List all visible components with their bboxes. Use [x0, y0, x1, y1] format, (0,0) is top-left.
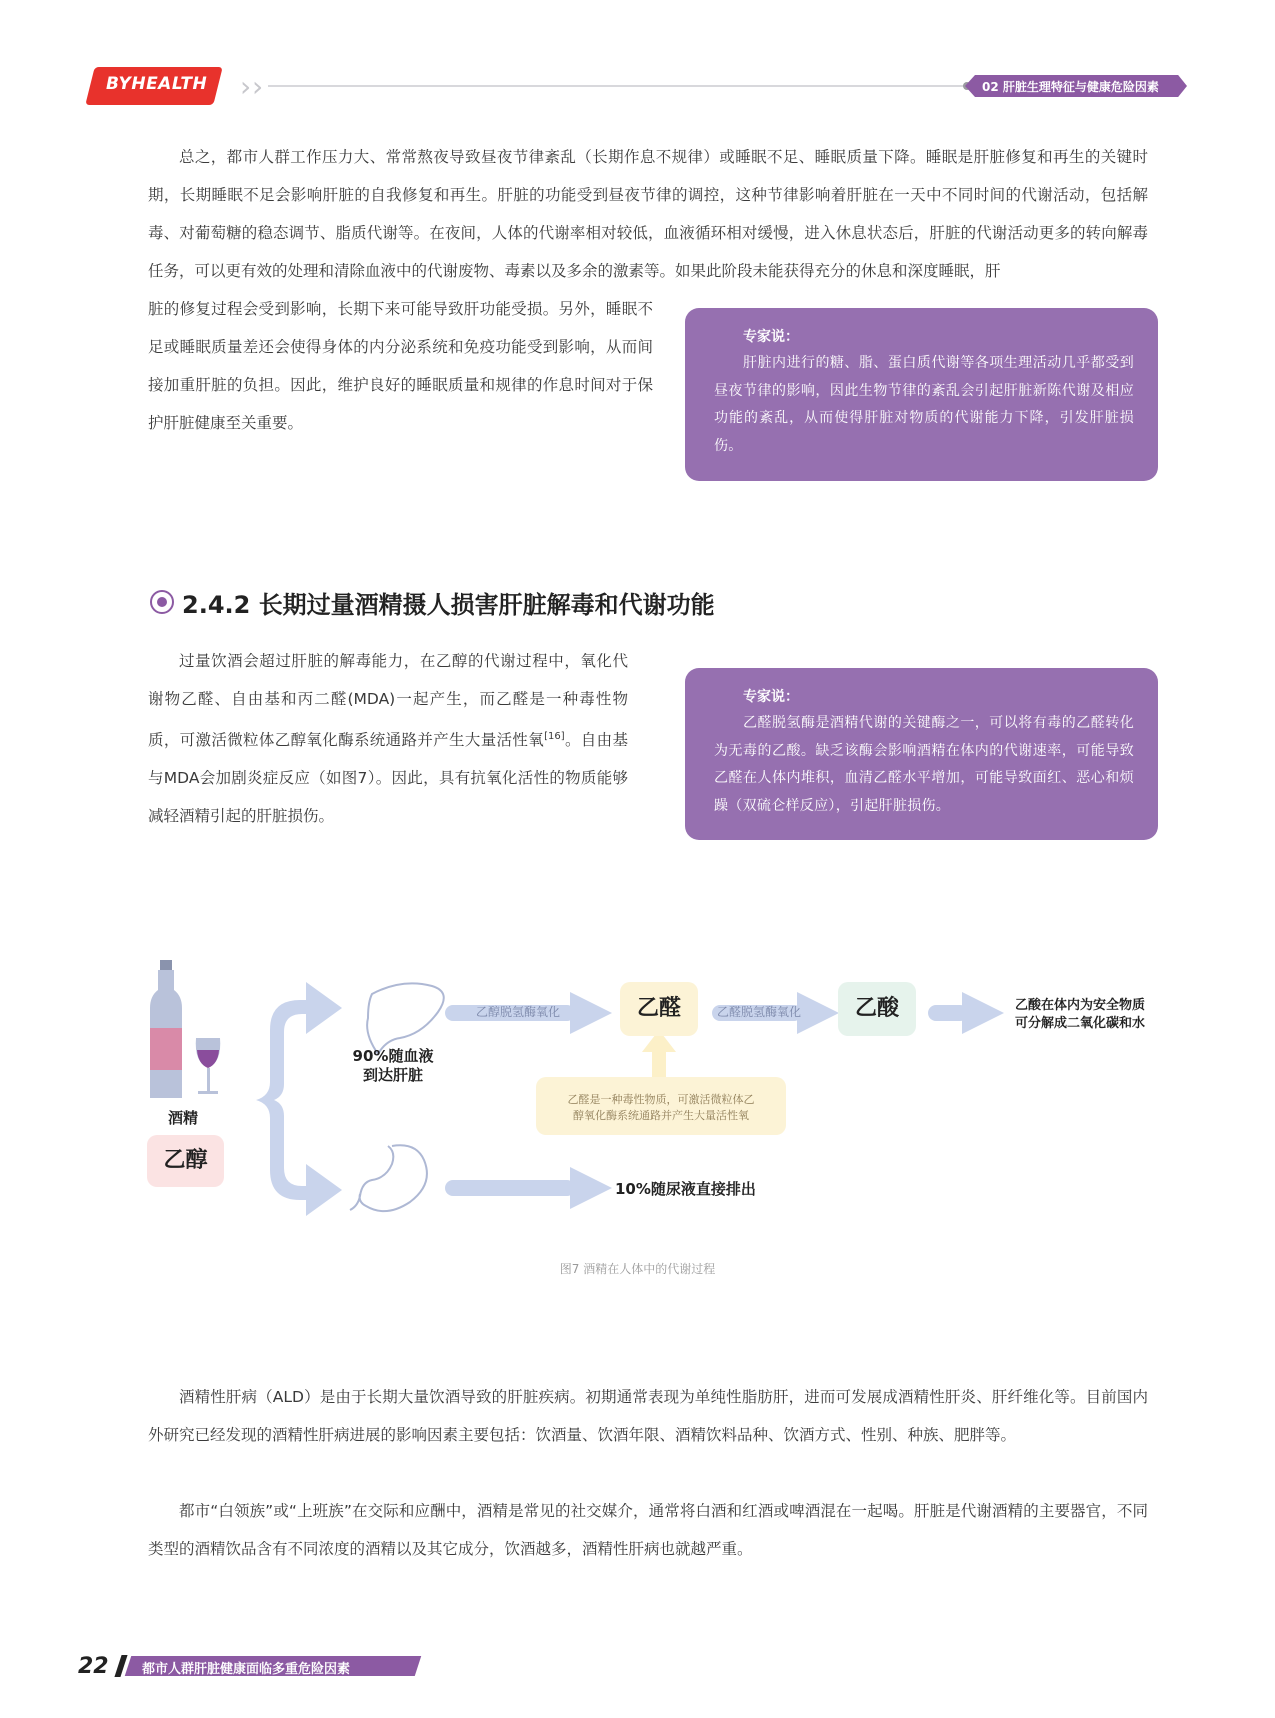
- citation-ref[interactable]: [16]: [544, 731, 565, 742]
- paragraph-social: 都市“白领族”或“上班族”在交际和应酬中，酒精是常见的社交媒介，通常将白酒和红酒或啤酒混在一起喝。肝脏是代谢酒精的主要器官，不同类型的酒精饮品含有不同浓度的酒精以及其它成分，饮酒越多，酒精性肝病也就越严重。: [148, 1502, 1148, 1558]
- expert-box-1: [685, 308, 1158, 481]
- acetaldehyde-box: 乙醛: [620, 982, 698, 1036]
- liver-icon: [367, 983, 444, 1054]
- expert-title: 专家说：: [743, 329, 799, 345]
- note-line-1: 乙醛是一种毒性物质，可激活微粒体乙: [567, 1093, 755, 1106]
- chevron-right-icon: ›: [252, 70, 264, 103]
- brand-logo: BYHEALTH: [106, 74, 208, 94]
- expert-content: 乙醛脱氢酶是酒精代谢的关键酶之一，可以将有毒的乙醛转化为无毒的乙酸。缺乏该酶会影响酒精在体内的代谢速率，可能导致乙醛在人体内堆积，血清乙醛水平增加，可能导致面红、恶心和烦躁（双硫仑样反应），引起肝脏损伤。: [714, 715, 1134, 814]
- acetaldehyde-note: [536, 1077, 786, 1135]
- chevron-right-icon: ›: [240, 70, 252, 103]
- chapter-title: 02 肝脏生理特征与健康危险因素: [982, 80, 1159, 94]
- urine-label: 10%随尿液直接排出: [615, 1180, 756, 1198]
- result-label-2: 可分解成二氧化碳和水: [1015, 1016, 1146, 1031]
- wine-glass-icon: [196, 1038, 221, 1094]
- liver-label-1: 90%随血液: [352, 1047, 434, 1065]
- paragraph-ald: 酒精性肝病（ALD）是由于长期大量饮酒导致的肝脏疾病。初期通常表现为单纯性脂肪肝，进而可发展成酒精性肝炎、肝纤维化等。目前国内外研究已经发现的酒精性肝病进展的影响因素主要包括：饮酒量、饮酒年限、酒精饮料品种、饮酒方式、性别、种族、肥胖等。: [148, 1388, 1148, 1444]
- expert-title: 专家说：: [743, 689, 799, 705]
- header-divider: [268, 85, 968, 87]
- paragraph-sleep: 总之，都市人群工作压力大、常常熬夜导致昼夜节律紊乱（长期作息不规律）或睡眠不足、睡眠质量下降。睡眠是肝脏修复和再生的关键时期，长期睡眠不足会影响肝脏的自我修复和再生。肝脏的功能受到昼夜节律的调控，这种节律影响着肝脏在一天中不同时间的代谢活动，包括解毒、对葡萄糖的稳态调节、脂质代谢等。在夜间，人体的代谢率相对较低，血液循环相对缓慢，进入休息状态后，肝脏的代谢活动更多的转向解毒任务，可以更有效的处理和清除血液中的代谢废物、毒素以及多余的激素等。如果此阶段未能获得充分的休息和深度睡眠，肝: [148, 148, 1148, 280]
- paragraph-alcohol-text: 过量饮酒会超过肝脏的解毒能力，在乙醇的代谢过程中，氧化代谢物乙醛、自由基和丙二醛(MDA)一起产生，而乙醛是一种毒性物质，可激活微粒体乙醇氧化酶系统通路并产生大量活性氧: [148, 652, 628, 750]
- paragraph-alcohol: [148, 642, 628, 835]
- section-title: 2.4.2 长期过量酒精摄人损害肝脏解毒和代谢功能: [182, 591, 715, 619]
- split-arrows-icon: [256, 982, 342, 1216]
- figure-caption: 图7 酒精在人体中的代谢过程: [559, 1262, 716, 1276]
- alcohol-label: 酒精: [168, 1109, 199, 1127]
- target-icon: [150, 590, 174, 614]
- expert-box-2: [685, 668, 1158, 840]
- page-number: 22: [78, 1654, 109, 1679]
- wine-bottle-icon: [150, 960, 182, 1098]
- result-label-1: 乙酸在体内为安全物质: [1015, 998, 1146, 1013]
- paragraph-alcohol-tail: 。自由基与MDA会加剧炎症反应（如图7）。因此，具有抗氧化活性的物质能够减轻酒精引起的肝脏损伤。: [148, 731, 628, 826]
- liver-label-2: 到达肝脏: [362, 1066, 423, 1084]
- up-arrow-icon: [642, 1030, 676, 1080]
- paragraph-sleep-cont: 脏的修复过程会受到影响，长期下来可能导致肝功能受损。另外，睡眠不足或睡眠质量差还会使得身体的内分泌系统和免疫功能受到影响，从而间接加重肝脏的负担。因此，维护良好的睡眠质量和规律的作息时间对于保护肝脏健康至关重要。: [148, 300, 653, 432]
- enzyme-label-1: 乙醇脱氢酶氧化: [476, 1005, 561, 1019]
- enzyme-label-2: 乙醛脱氢酶氧化: [717, 1005, 802, 1019]
- note-line-2: 醇氧化酶系统通路并产生大量活性氧: [573, 1109, 749, 1122]
- expert-content: 肝脏内进行的糖、脂、蛋白质代谢等各项生理活动几乎都受到昼夜节律的影响，因此生物节律的紊乱会引起肝脏新陈代谢及相应功能的紊乱，从而使得肝脏对物质的代谢能力下降，引发肝脏损伤。: [714, 355, 1134, 454]
- stomach-icon: [350, 1145, 427, 1211]
- ethanol-box: 乙醇: [147, 1135, 224, 1187]
- acetic-acid-box: 乙酸: [838, 982, 916, 1036]
- footer-title: 都市人群肝脏健康面临多重危险因素: [142, 1662, 351, 1677]
